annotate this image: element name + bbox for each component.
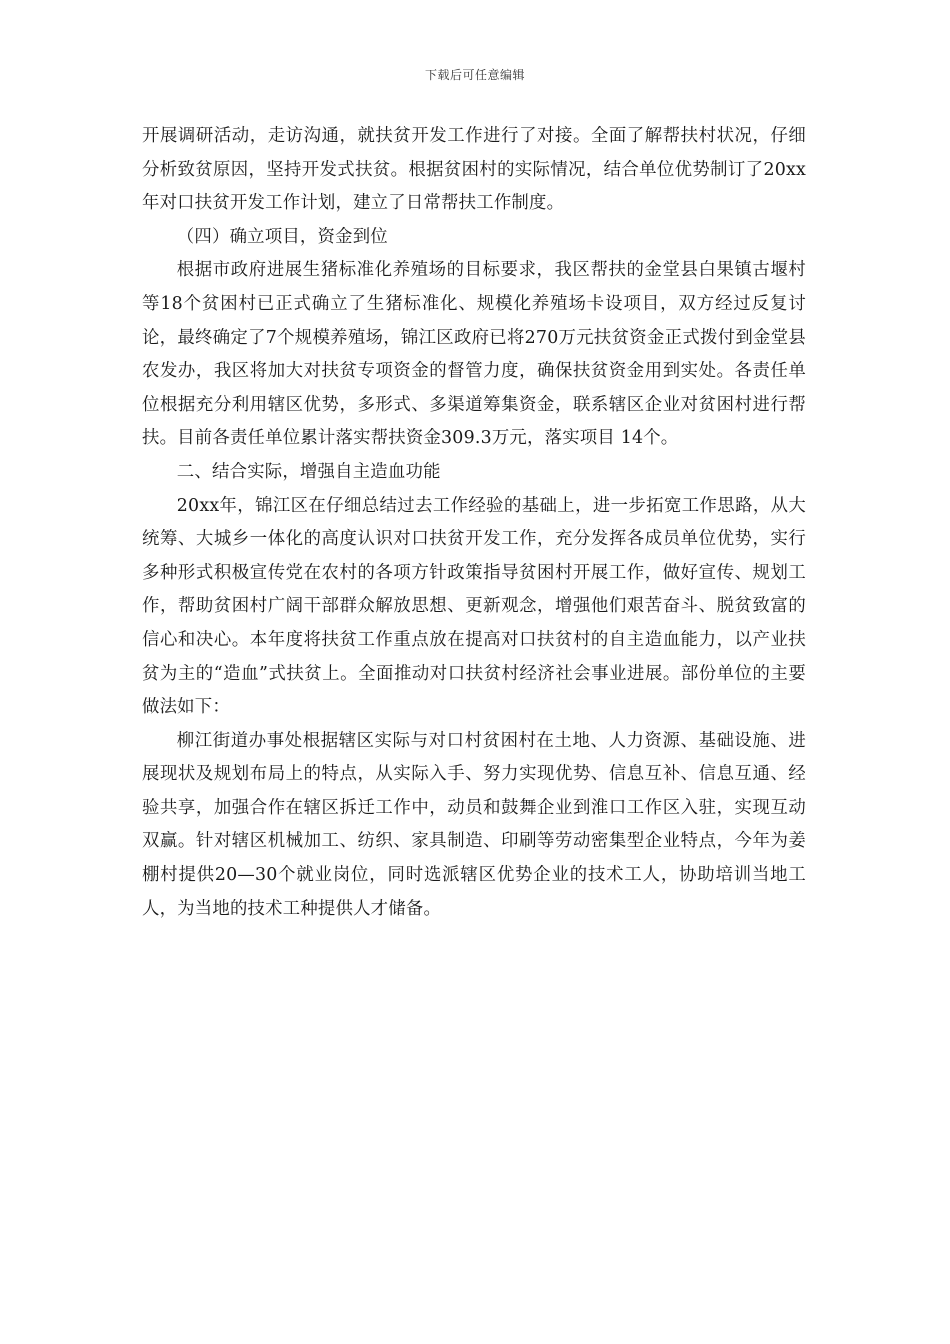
paragraph-liujiang-office: 柳江街道办事处根据辖区实际与对口村贫困村在土地、人力资源、基础设施、进展现状及规划布局上的特点，从实际入手、努力实现优势、信息互补、信息互通、经验共享，加强合作在辖区拆迁工作中，动员和鼓舞企业到淮口工作区入驻，实现互动双赢。针对辖区机械加工、纺织、家具制造、印刷等劳动密集型企业特点，今年为姜棚村提供20—30个就业岗位，同时选派辖区优势企业的技术工人，协助培训当地工人，为当地的技术工种提供人才储备。 bbox=[142, 730, 806, 919]
page-header-note: 下载后可任意编辑 bbox=[424, 68, 525, 82]
section-heading-self-development: 二、结合实际，增强自主造血功能 bbox=[176, 461, 441, 482]
paragraph-jinjiang-work: 20xx年，锦江区在仔细总结过去工作经验的基础上，进一步拓宽工作思路，从大统筹、大城乡一体化的高度认识对口扶贫开发工作，充分发挥各成员单位优势，实行多种形式积极宣传党在农村的各项方针政策指导贫困村开展工作，做好宣传、规划工作，帮助贫困村广阔干部群众解放思想、更新观念，增强他们艰苦奋斗、脱贫致富的信心和决心。本年度将扶贫工作重点放在提高对口扶贫村的自主造血能力，以产业扶贫为主的“造血”式扶贫上。全面推动对口扶贫村经济社会事业进展。部份单位的主要做法如下： bbox=[142, 495, 806, 718]
section-heading-funding: （四）确立项目，资金到位 bbox=[176, 226, 388, 247]
paragraph-continued: 开展调研活动，走访沟通，就扶贫开发工作进行了对接。全面了解帮扶村状况，仔细分析致贫原因，坚持开发式扶贫。根据贫困村的实际情况，结合单位优势制订了20xx年对口扶贫开发工作计划，建立了日常帮扶工作制度。 bbox=[142, 126, 806, 214]
paragraph-project-funding: 根据市政府进展生猪标准化养殖场的目标要求，我区帮扶的金堂县白果镇古堰村等18个贫困村已正式确立了生猪标准化、规模化养殖场卡设项目，双方经过反复讨论，最终确定了7个规模养殖场，锦江区政府已将270万元扶贫资金正式拨付到金堂县农发办，我区将加大对扶贫专项资金的督管力度，确保扶贫资金用到实处。各责任单位根据充分利用辖区优势，多形式、多渠道筹集资金，联系辖区企业对贫困村进行帮扶。目前各责任单位累计落实帮扶资金309.3万元，落实项目 14个。 bbox=[142, 260, 806, 449]
document-body bbox=[142, 120, 806, 926]
